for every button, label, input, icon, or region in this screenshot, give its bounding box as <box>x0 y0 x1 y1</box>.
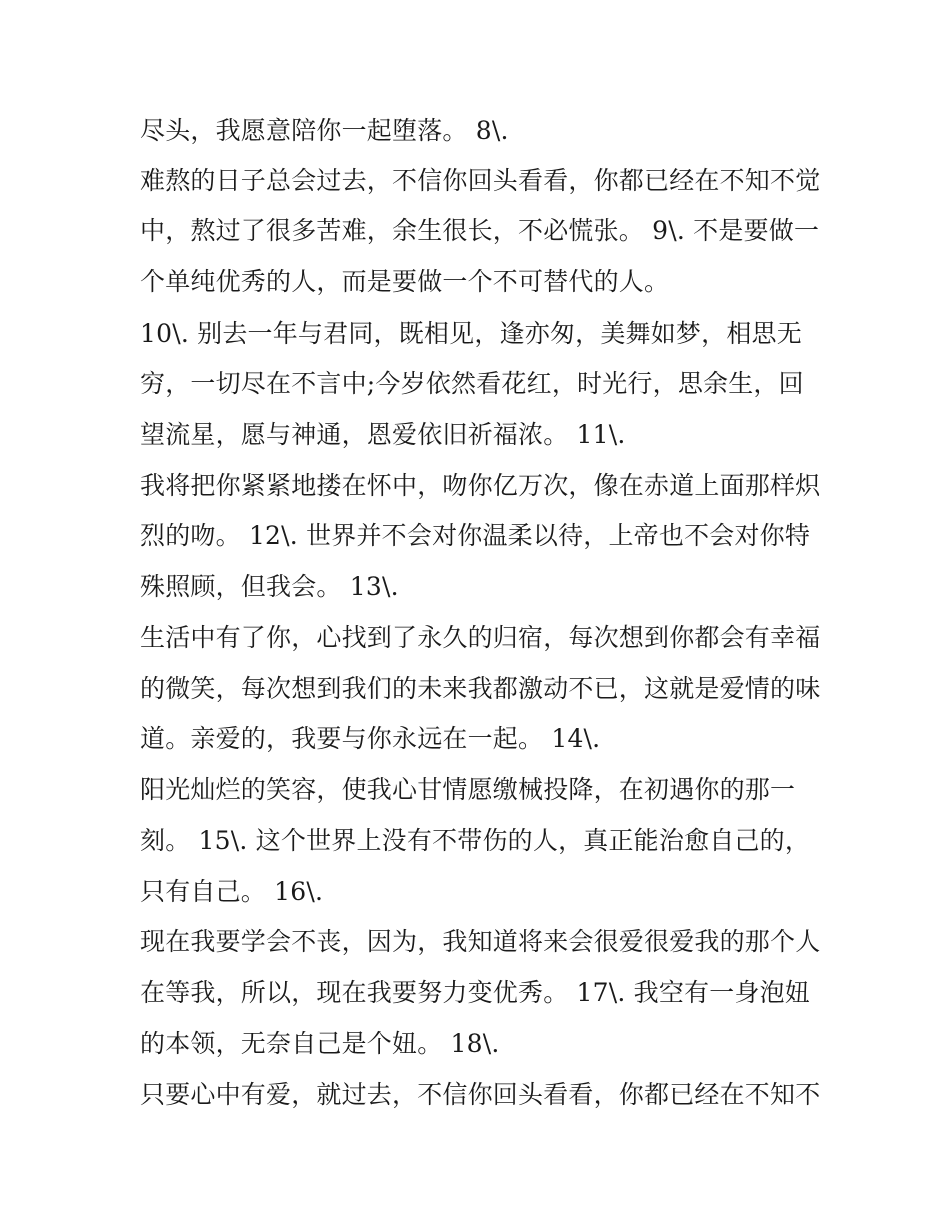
text-line: 刻。 15\. 这个世界上没有不带伤的人，真正能治愈自己的， <box>140 826 811 855</box>
text-line: 10\. 别去一年与君同，既相见，逢亦匆，美舞如梦，相思无 <box>140 319 802 348</box>
text-line: 穷，一切尽在不言中;今岁依然看花红，时光行，思余生，回 <box>140 369 804 398</box>
text-line: 现在我要学会不丧，因为，我知道将来会很爱很爱我的那个人 <box>140 927 821 956</box>
text-line: 的微笑，每次想到我们的未来我都激动不已，这就是爱情的味 <box>140 674 821 703</box>
text-line: 道。亲爱的，我要与你永远在一起。 14\. <box>140 724 601 753</box>
text-line: 中，熬过了很多苦难，余生很长，不必慌张。 9\. 不是要做一 <box>140 216 820 245</box>
text-line: 的本领，无奈自己是个妞。 18\. <box>140 1029 500 1058</box>
text-line: 尽头，我愿意陪你一起堕落。 8\. <box>140 116 509 145</box>
text-line: 殊照顾，但我会。 13\. <box>140 572 399 601</box>
text-line: 只有自己。 16\. <box>140 877 324 906</box>
text-line: 烈的吻。 12\. 世界并不会对你温柔以待，上帝也不会对你特 <box>140 521 811 550</box>
text-line: 只要心中有爱，就过去，不信你回头看看，你都已经在不知不 <box>140 1080 821 1109</box>
text-line: 生活中有了你，心找到了永久的归宿，每次想到你都会有幸福 <box>140 623 821 652</box>
text-line: 难熬的日子总会过去，不信你回头看看，你都已经在不知不觉 <box>140 166 821 195</box>
text-line: 我将把你紧紧地搂在怀中，吻你亿万次，像在赤道上面那样炽 <box>140 471 821 500</box>
text-line: 个单纯优秀的人，而是要做一个不可替代的人。 <box>140 267 670 296</box>
text-line: 阳光灿烂的笑容，使我心甘情愿缴械投降，在初遇你的那一 <box>140 775 796 804</box>
text-line: 望流星，愿与神通，恩爱依旧祈福浓。 11\. <box>140 420 626 449</box>
text-line: 在等我，所以，现在我要努力变优秀。 17\. 我空有一身泡妞 <box>140 978 811 1007</box>
